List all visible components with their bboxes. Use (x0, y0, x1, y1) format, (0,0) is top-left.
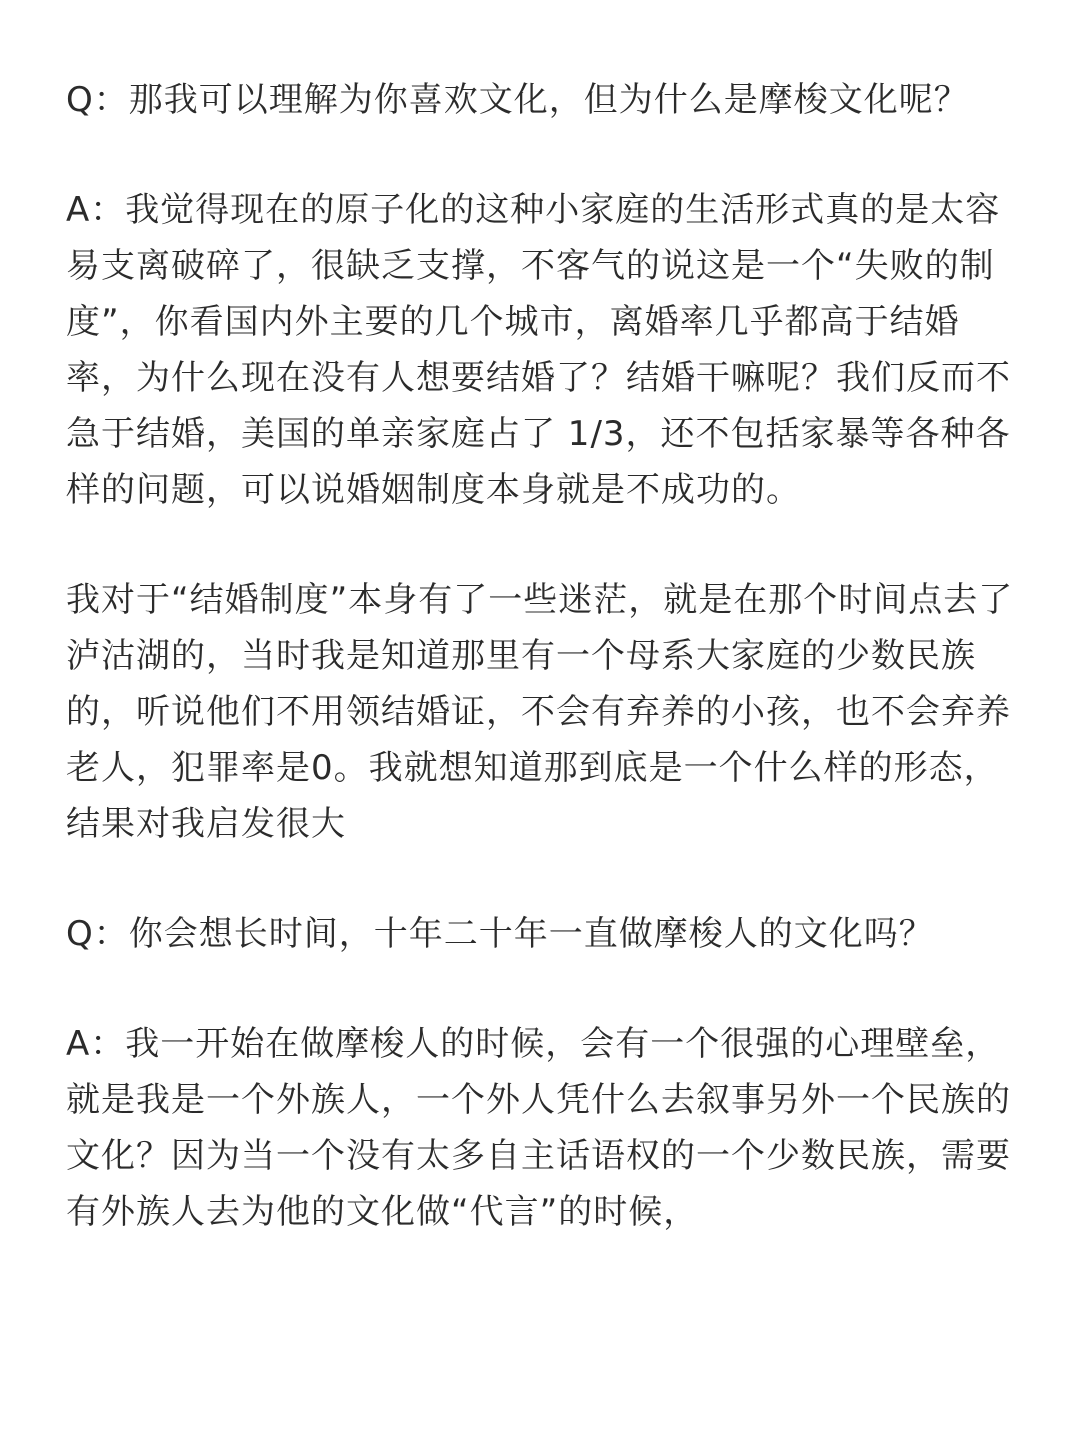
question-paragraph: Q：那我可以理解为你喜欢文化，但为什么是摩梭文化呢？ (66, 80, 969, 120)
body-paragraph: 我对于“结婚制度”本身有了一些迷茫，就是在那个时间点去了泸沽湖的，当时我是知道那里有一个母系大家庭的少数民族的，听说他们不用领结婚证，不会有弃养的小孩，也不会弃养老人，犯罪率是0。我就想知道那到底是一个什么样的形态，结果对我启发很大 (66, 580, 1014, 844)
question-paragraph: Q：你会想长时间，十年二十年一直做摩梭人的文化吗？ (66, 914, 934, 954)
answer-paragraph: A：我一开始在做摩梭人的时候，会有一个很强的心理壁垒，就是我是一个外族人，一个外人凭什么去叙事另外一个民族的文化？因为当一个没有太多自主话语权的一个少数民族，需要有外族人去为他的文化做“代言”的时候， (66, 1024, 1011, 1232)
answer-paragraph: A：我觉得现在的原子化的这种小家庭的生活形式真的是太容易支离破碎了，很缺乏支撑，不客气的说这是一个“失败的制度”，你看国内外主要的几个城市，离婚率几乎都高于结婚率，为什么现在没有人想要结婚了？结婚干嘛呢？我们反而不急于结婚，美国的单亲家庭占了 1/3，还不包括家暴等各种各样的问题，可以说婚姻制度本身就是不成功的。 (66, 190, 1011, 510)
article-body (66, 72, 1018, 1294)
